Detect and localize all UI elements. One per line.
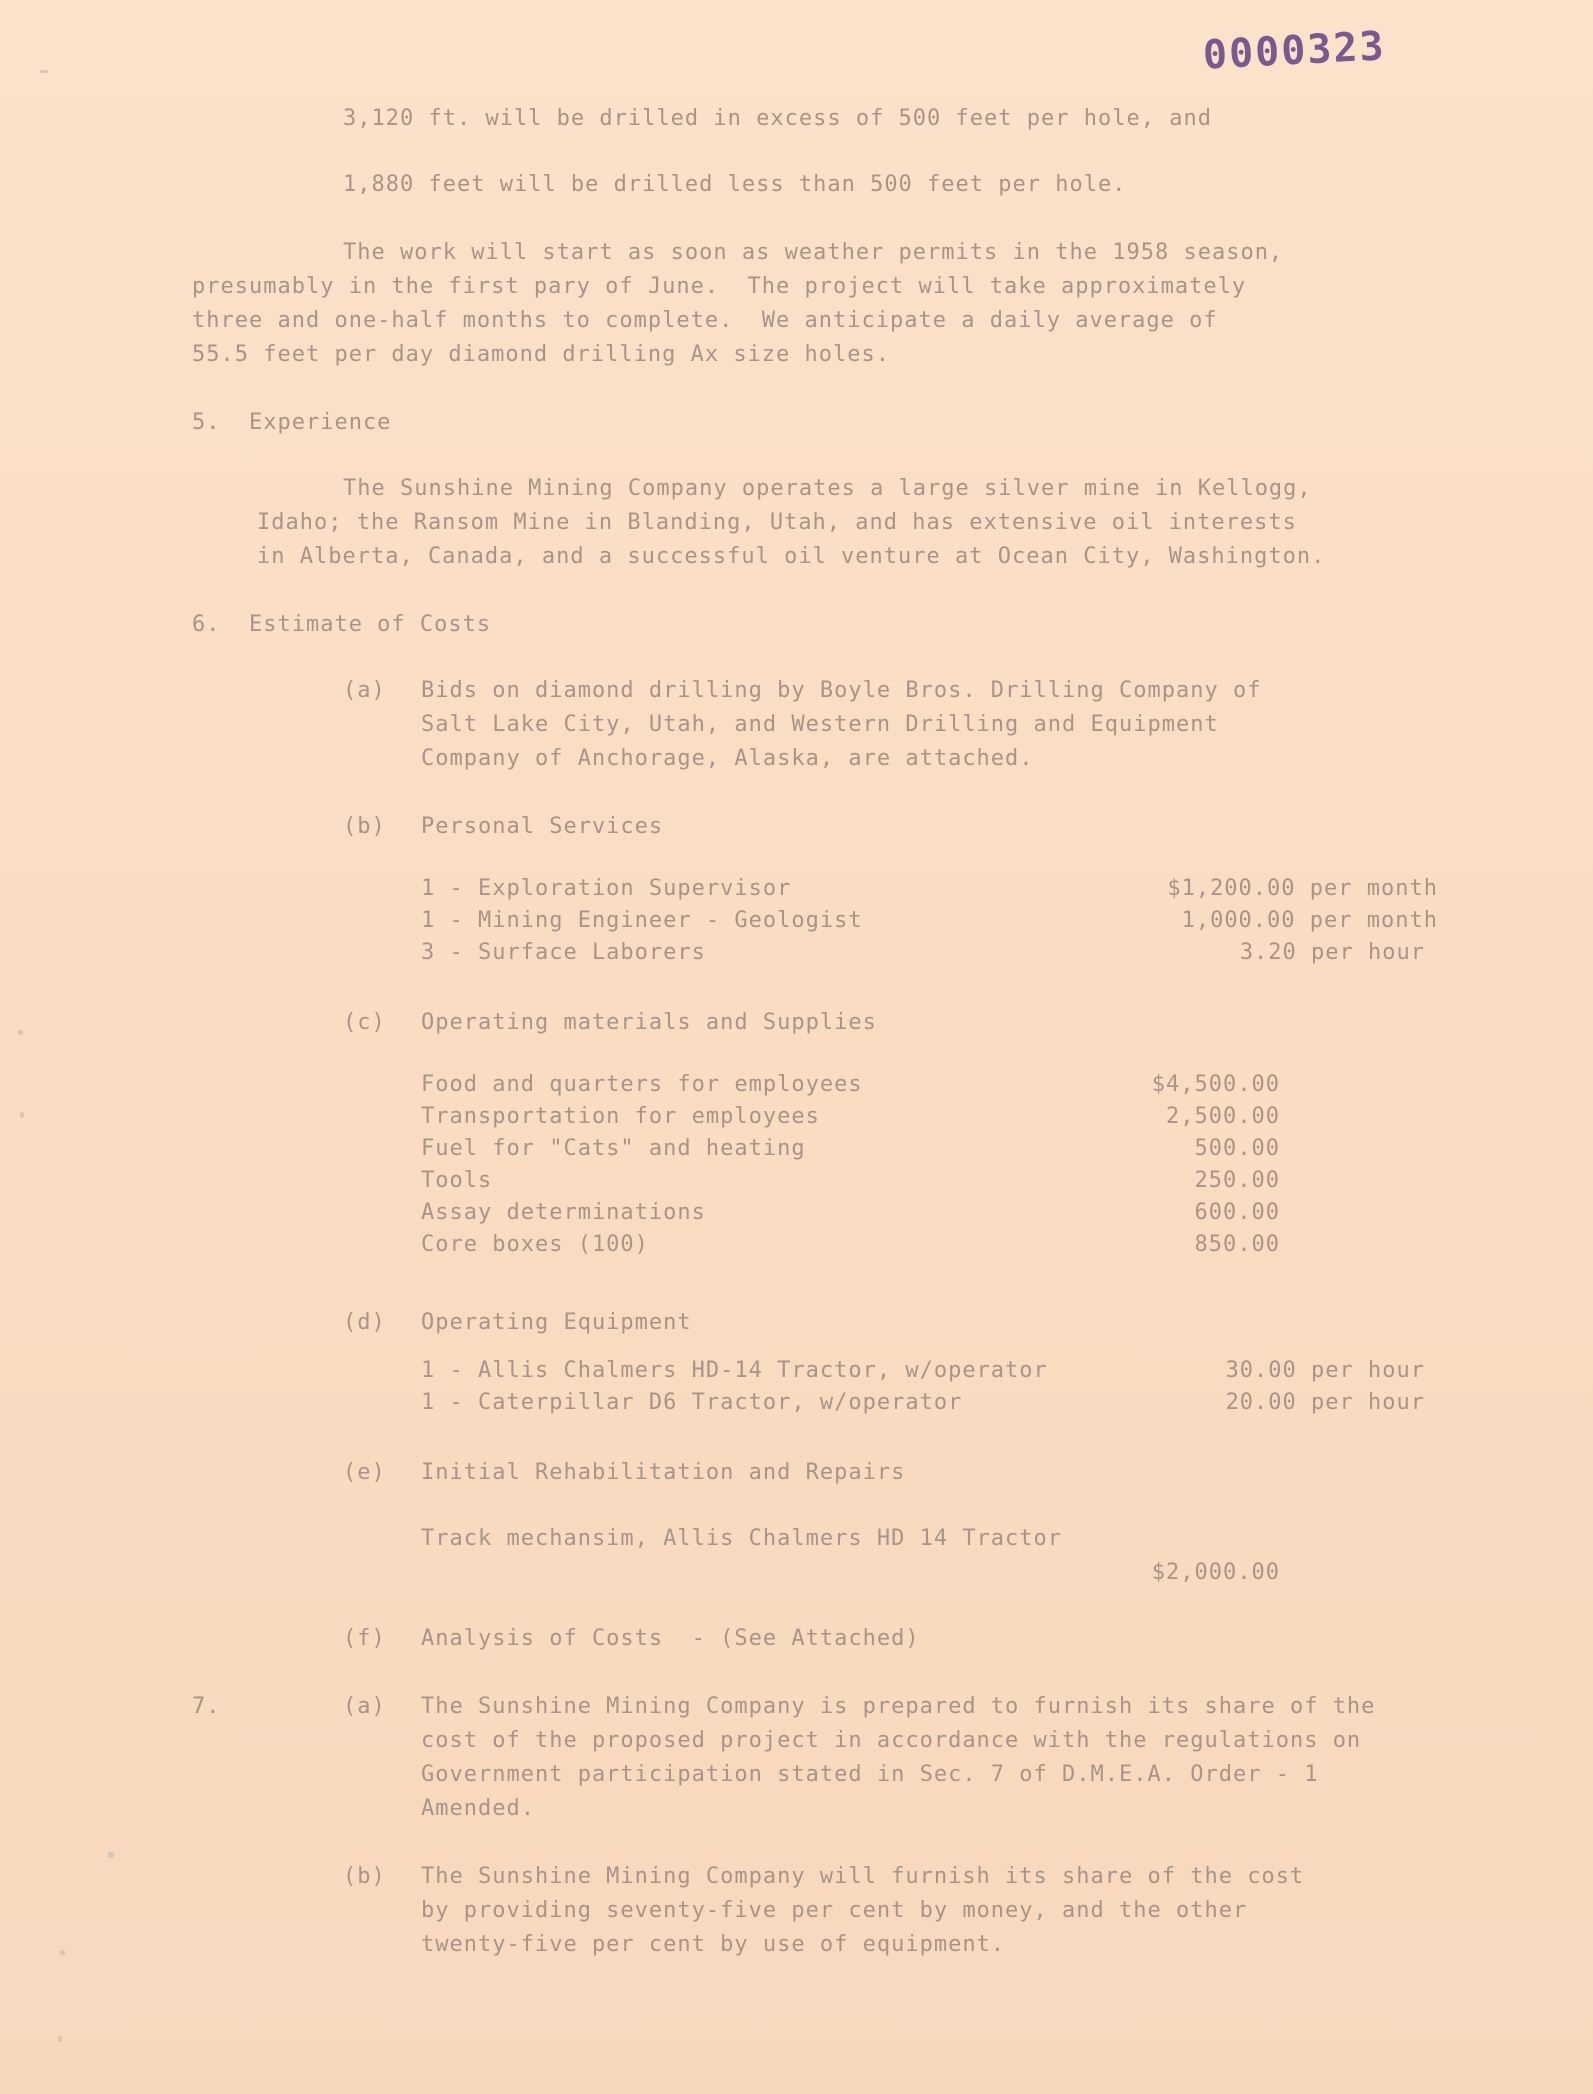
section-6-heading: 6. Estimate of Costs — [192, 612, 492, 637]
supplies-title: Operating materials and Supplies — [421, 1010, 877, 1035]
supply-amount: 600.00 — [1194, 1200, 1280, 1225]
item-f-label: (f) — [343, 1626, 386, 1651]
bids-line-3: Company of Anchorage, Alaska, are attached. — [421, 746, 1034, 771]
section-7-number: 7. — [192, 1694, 221, 1719]
funding-line-2: by providing seventy-five per cent by money, and the other — [421, 1898, 1248, 1923]
supply-amount: 500.00 — [1194, 1136, 1280, 1161]
item-e-label: (e) — [343, 1460, 386, 1485]
equipment-name: 1 - Caterpillar D6 Tractor, w/operator — [421, 1390, 963, 1415]
repairs-line: Track mechansim, Allis Chalmers HD 14 Tractor — [421, 1526, 1063, 1551]
page-number-stamp: 0000323 — [1201, 23, 1387, 79]
bids-line-2: Salt Lake City, Utah, and Western Drilling and Equipment — [421, 712, 1219, 737]
item-d-label: (d) — [343, 1310, 386, 1335]
schedule-line-1: The work will start as soon as weather permits in the 1958 season, — [343, 240, 1284, 265]
repairs-title: Initial Rehabilitation and Repairs — [421, 1460, 906, 1485]
repairs-amount: $2,000.00 — [1151, 1560, 1280, 1585]
analysis-of-costs: Analysis of Costs - (See Attached) — [421, 1626, 920, 1651]
personal-service-amount: 3.20 per hour — [1239, 940, 1425, 965]
item-c-label: (c) — [343, 1010, 386, 1035]
supply-amount: 2,500.00 — [1166, 1104, 1280, 1129]
experience-line-1: The Sunshine Mining Company operates a large silver mine in Kellogg, — [343, 476, 1312, 501]
schedule-line-3: three and one-half months to complete. We anticipate a daily average of — [192, 308, 1218, 333]
scan-speck — [58, 2036, 62, 2042]
funding-line-1: The Sunshine Mining Company will furnish its share of the cost — [421, 1864, 1305, 1889]
supply-name: Fuel for "Cats" and heating — [421, 1136, 806, 1161]
personal-services-title: Personal Services — [421, 814, 664, 839]
item-a-label: (a) — [343, 678, 386, 703]
equipment-rate: 20.00 per hour — [1225, 1390, 1425, 1415]
funding-line-3: twenty-five per cent by use of equipment. — [421, 1932, 1006, 1957]
equipment-title: Operating Equipment — [421, 1310, 692, 1335]
scan-speck — [20, 1112, 24, 1118]
section-5-heading: 5. Experience — [192, 410, 392, 435]
equipment-rate: 30.00 per hour — [1225, 1358, 1425, 1383]
supply-amount: $4,500.00 — [1151, 1072, 1280, 1097]
supply-amount: 850.00 — [1194, 1232, 1280, 1257]
supply-name: Food and quarters for employees — [421, 1072, 863, 1097]
intro-line-1: 3,120 ft. will be drilled in excess of 500 feet per hole, and — [343, 106, 1212, 131]
share-line-4: Amended. — [421, 1796, 535, 1821]
experience-line-3: in Alberta, Canada, and a successful oil venture at Ocean City, Washington. — [257, 544, 1326, 569]
share-line-3: Government participation stated in Sec. 7 of D.M.E.A. Order - 1 — [421, 1762, 1319, 1787]
personal-service-name: 1 - Mining Engineer - Geologist — [421, 908, 863, 933]
personal-service-name: 1 - Exploration Supervisor — [421, 876, 792, 901]
experience-line-2: Idaho; the Ransom Mine in Blanding, Utah, and has extensive oil interests — [257, 510, 1297, 535]
item-b-label: (b) — [343, 814, 386, 839]
scan-speck — [60, 1950, 65, 1955]
share-line-2: cost of the proposed project in accordance with the regulations on — [421, 1728, 1362, 1753]
share-line-1: The Sunshine Mining Company is prepared to furnish its share of the — [421, 1694, 1376, 1719]
item-7a-label: (a) — [343, 1694, 386, 1719]
personal-service-amount: 1,000.00 per month — [1181, 908, 1438, 933]
supply-name: Assay determinations — [421, 1200, 706, 1225]
bids-line-1: Bids on diamond drilling by Boyle Bros. Drilling Company of — [421, 678, 1262, 703]
schedule-line-2: presumably in the first pary of June. The project will take approximately — [192, 274, 1247, 299]
scan-speck — [108, 1852, 114, 1858]
scan-speck — [40, 70, 48, 73]
supply-name: Tools — [421, 1168, 493, 1193]
personal-service-amount: $1,200.00 per month — [1167, 876, 1438, 901]
equipment-name: 1 - Allis Chalmers HD-14 Tractor, w/operator — [421, 1358, 1048, 1383]
supply-amount: 250.00 — [1194, 1168, 1280, 1193]
intro-line-2: 1,880 feet will be drilled less than 500 feet per hole. — [343, 172, 1127, 197]
supply-name: Transportation for employees — [421, 1104, 820, 1129]
schedule-line-4: 55.5 feet per day diamond drilling Ax size holes. — [192, 342, 891, 367]
supply-name: Core boxes (100) — [421, 1232, 649, 1257]
item-7b-label: (b) — [343, 1864, 386, 1889]
scan-speck — [18, 1030, 23, 1035]
personal-service-name: 3 - Surface Laborers — [421, 940, 706, 965]
